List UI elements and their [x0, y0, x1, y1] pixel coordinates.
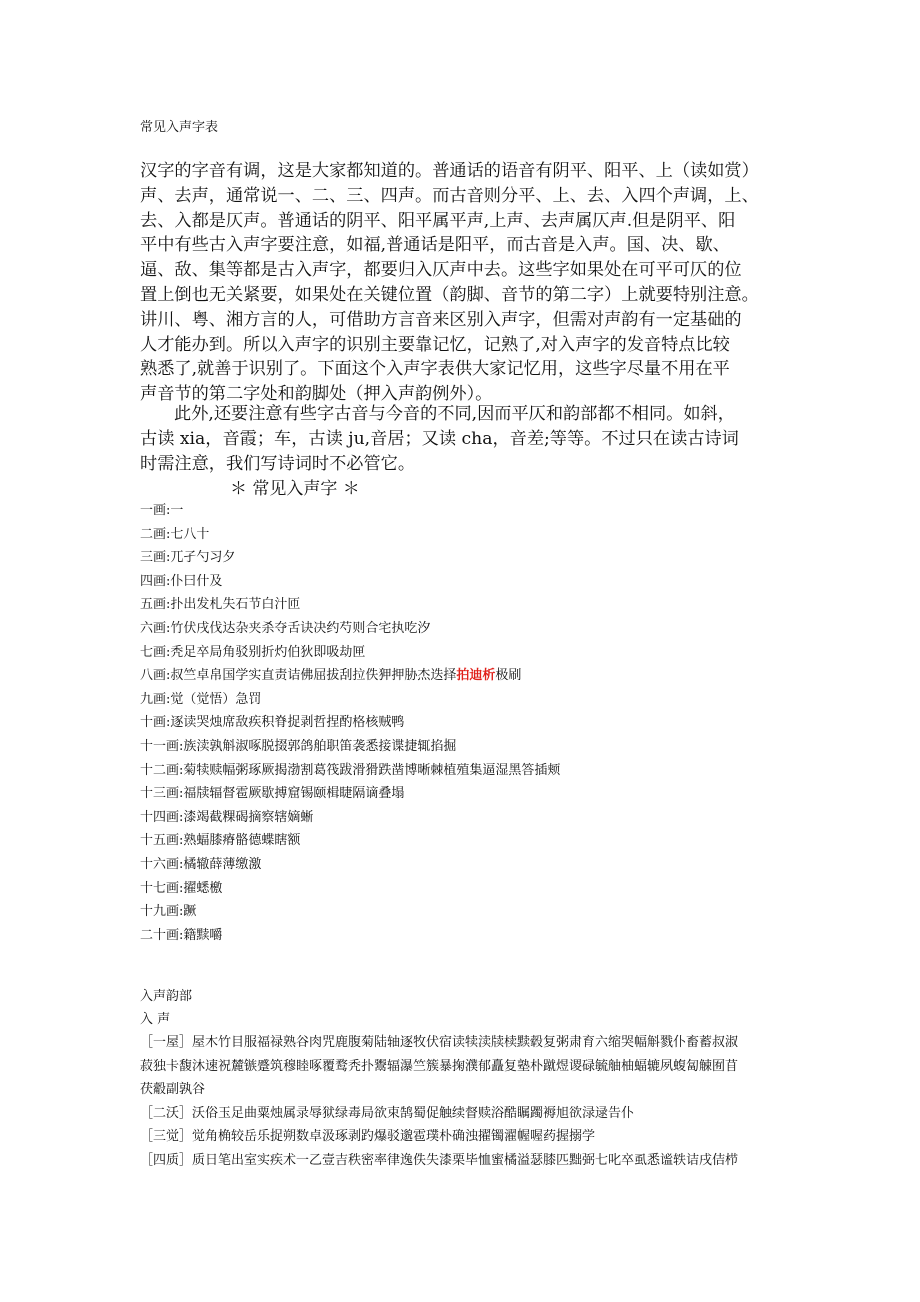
stroke-row [140, 759, 560, 783]
stroke-label: 十五画: [140, 833, 184, 849]
document-title: 常见入声字表 [140, 120, 219, 135]
rhyme-tag: ［四质］ [140, 1152, 193, 1168]
stroke-chars: 擢蟋檄 [183, 880, 223, 896]
intro-line: 声音节的第二字处和韵脚处（押入声韵例外）。 [140, 384, 493, 405]
stroke-chars: 族渎孰斛淑啄脱掇郭鸽舶职笛袭悉接谍捷辄掐掘 [183, 738, 457, 754]
stroke-chars: 橘辙薛薄缴激 [183, 856, 262, 872]
rhyme-line [140, 1125, 790, 1149]
stroke-row [140, 664, 560, 688]
stroke-chars: 逐读哭烛席敌疾积脊捉剥哲捏酌格核贼鸭 [170, 715, 405, 731]
stroke-row [140, 900, 560, 924]
stroke-row [140, 853, 560, 877]
stroke-label: 八画: [140, 668, 171, 684]
list-heading: ＊ 常见入声字 ＊ [230, 479, 360, 499]
intro-line: 去、入都是仄声。普通话的阴平、阳平属平声,上声、去声属仄声.但是阴平、阳 [140, 210, 736, 231]
stroke-row [140, 782, 560, 806]
stroke-row [140, 688, 560, 712]
rhyme-line [140, 1078, 790, 1102]
stroke-row [140, 593, 560, 617]
stroke-label: 二十画: [140, 927, 184, 943]
stroke-chars: 扑出发札失石节白汁匝 [170, 597, 301, 613]
stroke-chars: 熟蝠膝瘠骼德蝶瞎额 [183, 833, 301, 849]
rhyme-tag: ［三觉］ [140, 1129, 193, 1144]
stroke-list [140, 499, 560, 947]
rhyme-tag: ［二沃］ [140, 1105, 193, 1121]
intro-line: 逼、敌、集等都是古入声字，都要归入仄声中去。这些字如果处在可平可仄的位 [140, 260, 742, 281]
rhyme-chars: 菽独卡馥沐速祝麓镞蹙筑穆睦啄覆鹜秃扑鬻辐瀑竺簇暴掬濮郁矗复塾朴蹴煜谡碌毓舳柚蝠辘夙蝮匐觫囿苜 [140, 1058, 739, 1074]
stroke-row [140, 924, 560, 948]
intro-line: 声、去声，通常说一、二、三、四声。而古音则分平、上、去、入四个声调，上、 [140, 185, 759, 206]
stroke-label: 四画: [140, 573, 171, 589]
rhyme-group [140, 1125, 790, 1149]
intro-line: 熟悉了,就善于识别了。下面这个入声字表供大家记忆用，这些字尽量不用在平 [140, 359, 730, 380]
stroke-chars: 福牍辐督雹厥歇搏窟锡颐楫睫隔谪叠塌 [183, 786, 405, 802]
intro-line: 讲川、粤、湘方言的人，可借助方言音来区别入声字，但需对声韵有一定基础的 [140, 309, 742, 330]
stroke-chars: 漆竭截粿碣摘察辖嫡蜥 [183, 809, 314, 825]
rhyme-chars: 觉角桷较岳乐捉朔数卓汲琢剥趵爆驳邈雹璞朴确浊擢镯濯幄喔药握搦学 [192, 1129, 596, 1144]
stroke-row [140, 617, 560, 641]
stroke-label: 三画: [140, 550, 171, 566]
rhyme-group [140, 1031, 790, 1102]
rhyme-line [140, 1031, 790, 1055]
rhyme-chars: 茯觳副孰谷 [140, 1082, 206, 1097]
stroke-label: 十九画: [140, 904, 184, 920]
rhyme-tag: ［一屋］ [140, 1035, 193, 1050]
stroke-row [140, 711, 560, 735]
stroke-row [140, 523, 560, 547]
stroke-label: 十一画: [140, 738, 184, 754]
stroke-row [140, 570, 560, 594]
rhyme-list [140, 1031, 790, 1172]
stroke-label: 二画: [140, 526, 171, 542]
stroke-chars: 仆曰什及 [170, 573, 223, 589]
rhyme-chars: 质日笔出室实疾术一乙壹吉秩密率律逸佚失漆栗毕恤蜜橘溢瑟膝匹黜弼七叱卒虱悉谧轶诘戌佶栉 [192, 1152, 739, 1168]
stroke-label: 七画: [140, 644, 171, 660]
stroke-row [140, 499, 560, 523]
stroke-chars: 觉（觉悟）急罚 [170, 691, 262, 707]
stroke-label: 一画: [140, 503, 171, 518]
stroke-label: 六画: [140, 620, 171, 636]
intro-line: 汉字的字音有调，这是大家都知道的。普通话的语音有阴平、阳平、上（读如赏） [140, 161, 759, 181]
stroke-chars: 一 [170, 503, 184, 518]
rhyme-line [140, 1102, 790, 1126]
stroke-label: 十四画: [140, 809, 184, 825]
highlighted-chars: 拍迪析 [456, 668, 496, 684]
rhyme-group [140, 1149, 790, 1173]
intro-line: 古读 xia，音霞；车，古读 ju,音居；又读 cha，音差;等等。不过只在读古诗词 [140, 428, 739, 449]
intro-line: 人才能办到。所以入声字的识别主要靠记忆，记熟了,对入声字的发音特点比较 [140, 334, 730, 355]
stroke-row [140, 735, 560, 759]
intro-line: 平中有些古入声字要注意，如福,普通话是阳平，而古音是入声。国、决、歇、 [140, 235, 730, 256]
stroke-chars: 秃足卒局角驳别折灼伯狄即吸劫匣 [170, 644, 366, 660]
stroke-row [140, 806, 560, 830]
intro-paragraph-2 [140, 402, 790, 476]
rhyme-section-title: 入声韵部 [140, 989, 193, 1004]
stroke-label: 十六画: [140, 856, 184, 872]
stroke-label: 十二画: [140, 762, 184, 778]
stroke-label: 九画: [140, 691, 171, 707]
stroke-chars: 七八十 [170, 526, 210, 542]
intro-line: 此外,还要注意有些字古音与今音的不同,因而平仄和韵部都不相同。如斜， [174, 404, 735, 424]
rhyme-chars: 屋木竹目服福禄熟谷肉咒鹿腹菊陆轴逐牧伏宿读犊渎牍椟黩毂复粥肃育六缩哭幅斛戮仆畜蓄叔淑 [192, 1035, 739, 1050]
stroke-label: 五画: [140, 597, 171, 613]
rhyme-chars: 沃俗玉足曲粟烛属录辱狱绿毒局欲束鹄蜀促触续督赎浴酷瞩躅褥旭欲渌逯告仆 [192, 1105, 635, 1121]
stroke-label: 十画: [140, 715, 171, 731]
stroke-chars: 竹伏戌伐达杂夹杀夺舌诀决约芍则合宅执吃汐 [170, 620, 431, 636]
intro-line: 置上倒也无关紧要，如果处在关键位置（韵脚、音节的第二字）上就要特别注意。 [140, 284, 759, 305]
stroke-chars: 兀孑勺习夕 [170, 550, 236, 566]
rhyme-group [140, 1102, 790, 1126]
stroke-chars: 籍黩嚼 [183, 927, 223, 943]
rhyme-line [140, 1055, 790, 1079]
stroke-label: 十三画: [140, 786, 184, 802]
stroke-chars: 蹶 [183, 904, 197, 920]
stroke-row [140, 877, 560, 901]
stroke-row [140, 641, 560, 665]
stroke-chars-after: 极刷 [495, 668, 522, 684]
rhyme-line [140, 1149, 790, 1173]
stroke-chars: 叔竺卓帛国学实直责诘佛屈拔刮拉佚狎押胁杰迭择 [170, 668, 457, 684]
stroke-row [140, 546, 560, 570]
rhyme-section-subtitle: 入 声 [140, 1012, 171, 1027]
stroke-chars: 菊犊赎幅粥琢厥揭渤割葛筏跋滑猾跌凿博晰棘植殖集逼湿黑答插颊 [183, 762, 561, 778]
stroke-row [140, 829, 560, 853]
intro-line: 时需注意，我们写诗词时不必管它。 [140, 453, 416, 474]
intro-paragraph-1 [140, 159, 790, 407]
stroke-label: 十七画: [140, 880, 184, 896]
